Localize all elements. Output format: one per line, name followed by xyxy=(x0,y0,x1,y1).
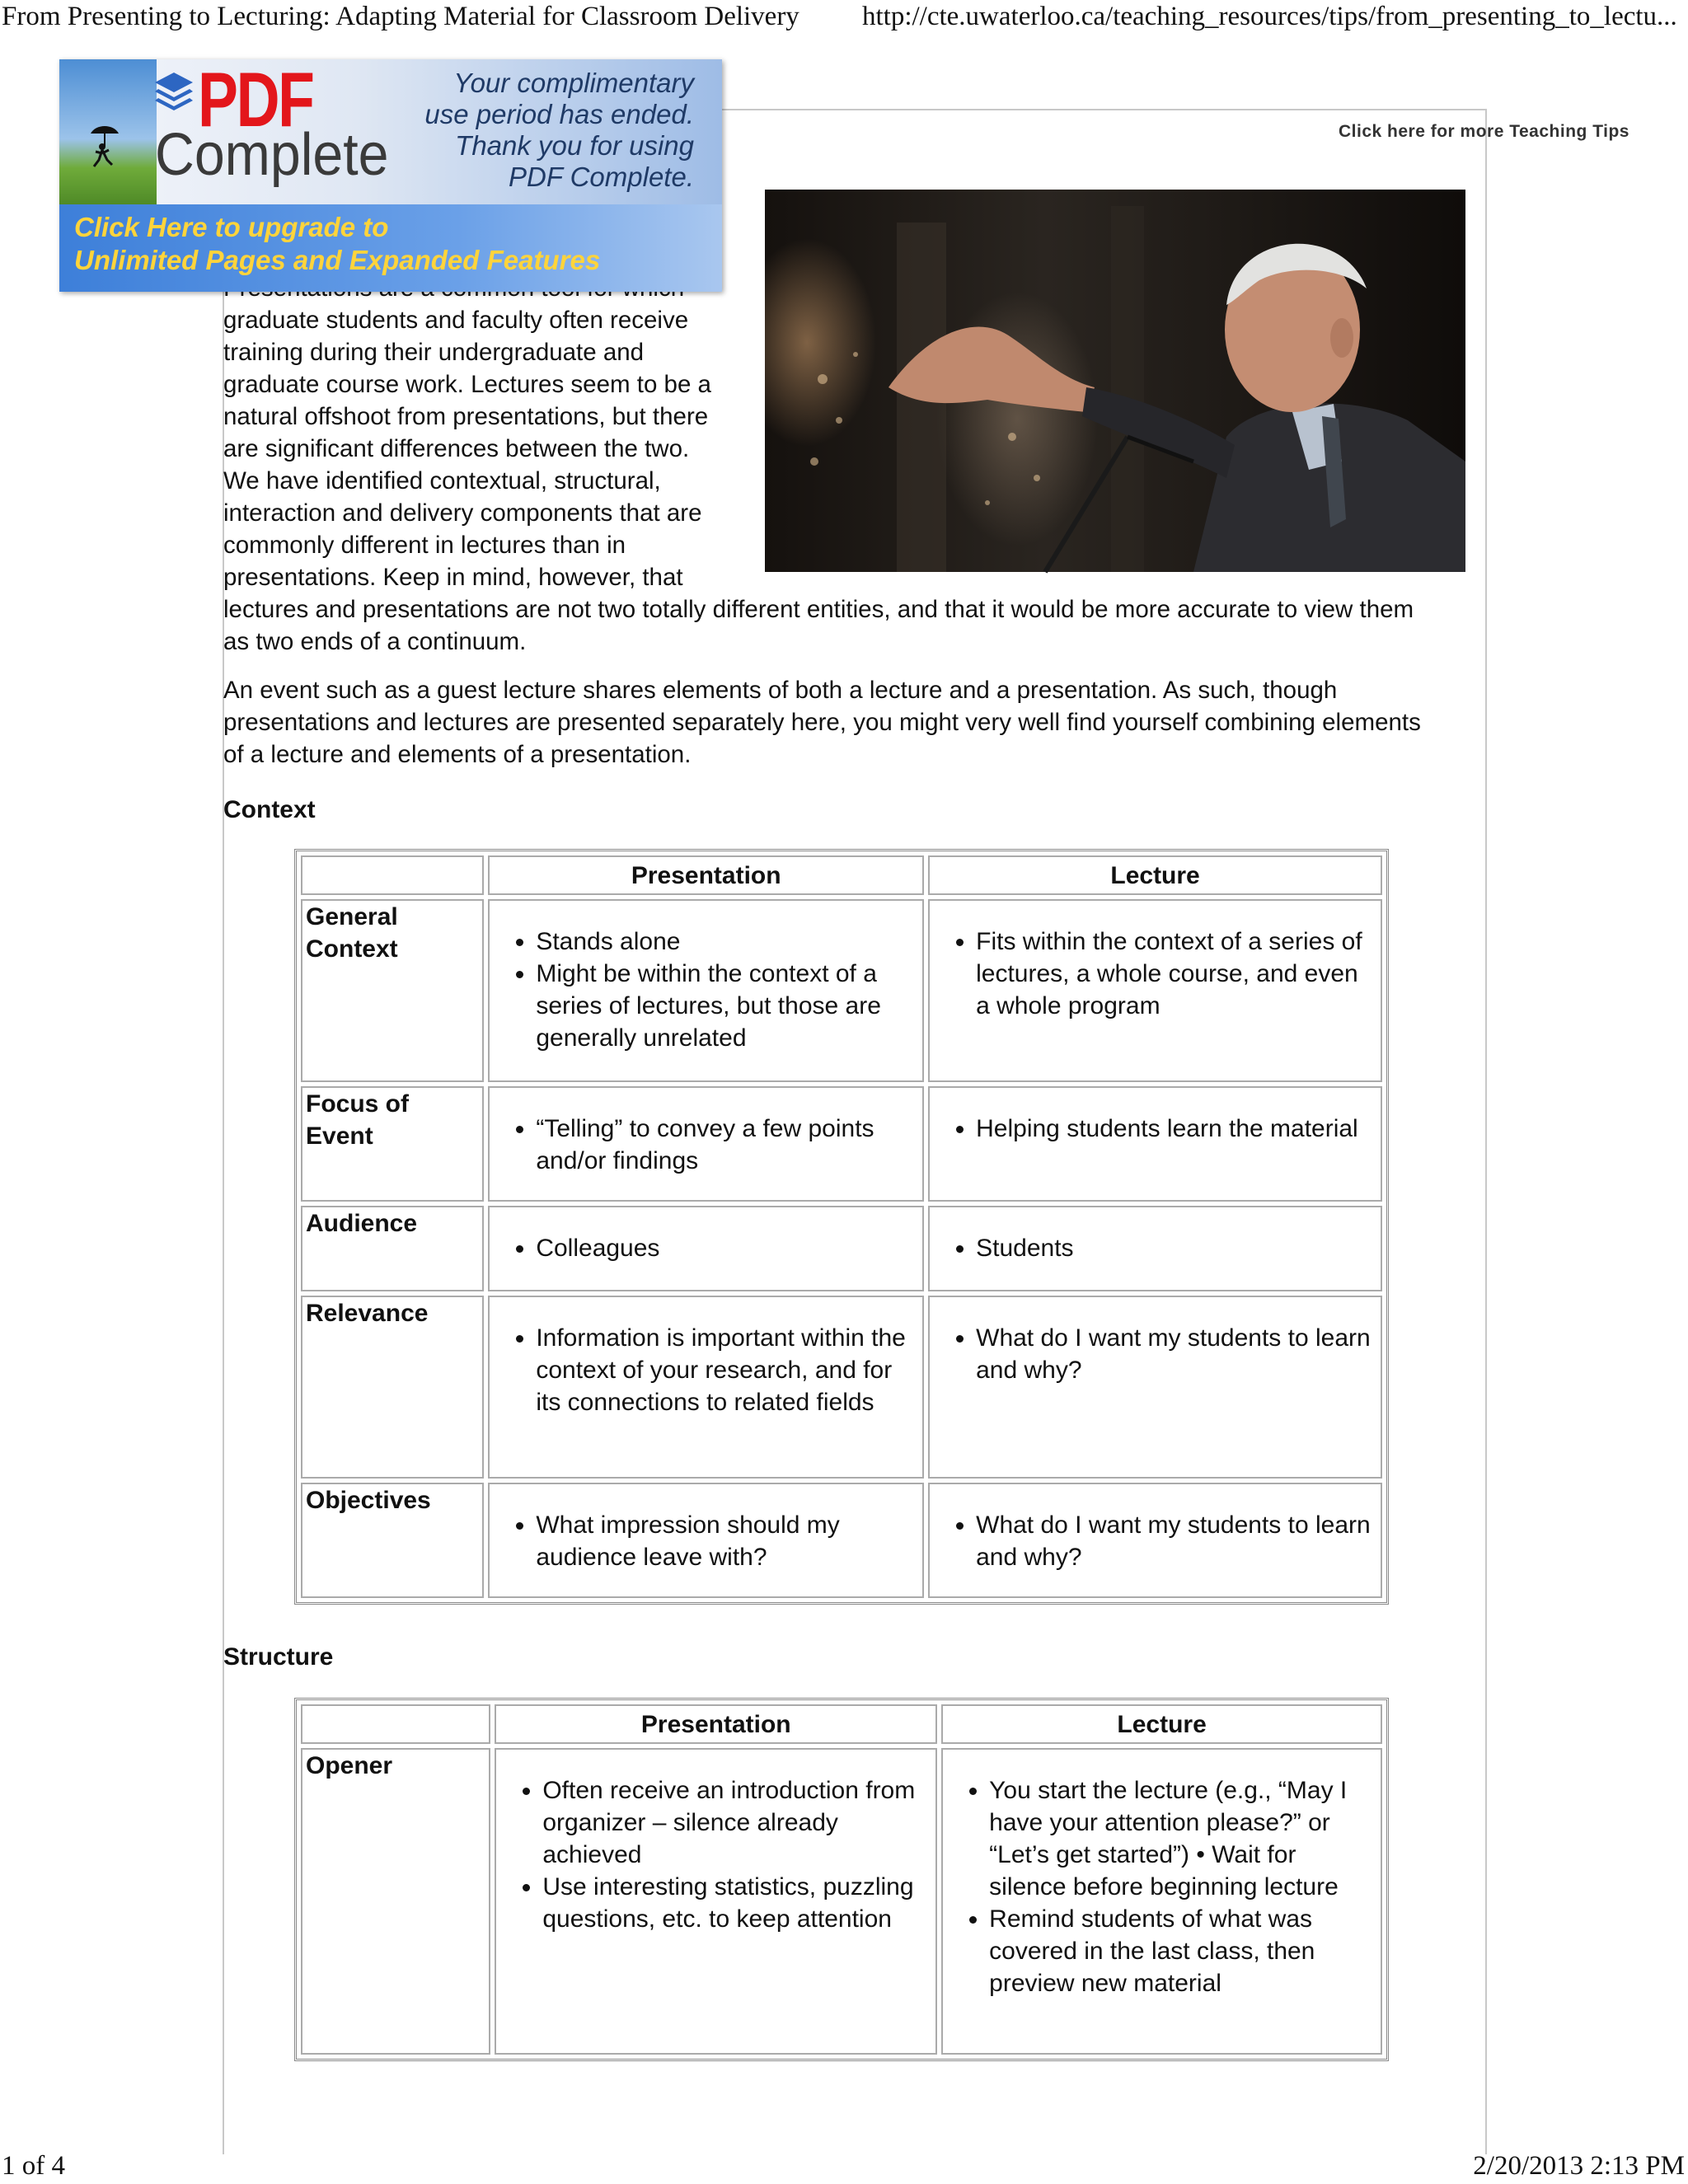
presentation-cell xyxy=(488,1296,924,1479)
lecturer-photo-illustration xyxy=(765,190,1465,572)
pdf-message-line: PDF Complete. xyxy=(509,162,694,192)
pdf-logo-text: PDF xyxy=(198,56,313,143)
lecture-bullet-list xyxy=(933,1322,1377,1386)
presentation-bullet-list xyxy=(493,1509,919,1573)
bullet-item: • Helping students learn the material xyxy=(976,1113,1377,1145)
intro-line: presentations. Keep in mind, however, that xyxy=(223,564,683,591)
context-table xyxy=(294,849,1389,1605)
bullet-item: • You start the lecture (e.g., “May I have your attention please?” or “Let’s get started”) • Wait for silence before beginning lecture xyxy=(989,1774,1377,1903)
cta-line[interactable]: Unlimited Pages and Expanded Features xyxy=(74,245,601,275)
presentation-cell xyxy=(488,1206,924,1291)
pdf-banner-sky-image xyxy=(59,59,157,204)
row-label: General Context xyxy=(301,899,484,1082)
presentation-bullet-list xyxy=(493,1113,919,1177)
print-header xyxy=(0,0,1688,36)
row-label: Audience xyxy=(301,1206,484,1291)
presentation-cell xyxy=(488,899,924,1082)
row-label: Relevance xyxy=(301,1296,484,1479)
bullet-item: • Information is important within the context of your research, and for its connections to related fields xyxy=(536,1322,919,1418)
pdf-message-line: Your complimentary xyxy=(453,68,694,98)
presentation-cell xyxy=(488,1086,924,1202)
lecture-bullet-list xyxy=(933,1232,1377,1264)
presentation-cell xyxy=(488,1483,924,1598)
print-page-url: http://cte.uwaterloo.ca/teaching_resources/tips/from_presenting_to_lectu... xyxy=(862,2,1677,31)
table-header-blank xyxy=(301,1704,490,1744)
bullet-item: • Remind students of what was covered in the last class, then preview new material xyxy=(989,1903,1377,1999)
lecture-bullet-list xyxy=(933,1509,1377,1573)
intro-narrow-block xyxy=(223,304,748,593)
table-header-presentation: Presentation xyxy=(488,855,924,895)
lecture-cell xyxy=(928,1206,1382,1291)
row-label: Objectives xyxy=(301,1483,484,1598)
bullet-item: • Fits within the context of a series of lectures, a whole course, and even a whole program xyxy=(976,926,1377,1022)
pdf-banner-top xyxy=(59,56,722,204)
pdf-complete-banner[interactable] xyxy=(59,56,722,292)
print-page-title: From Presenting to Lecturing: Adapting Material for Classroom Delivery xyxy=(2,2,799,31)
lecture-cell xyxy=(928,1296,1382,1479)
structure-heading: Structure xyxy=(223,1643,334,1671)
intro-line: commonly different in lectures than in xyxy=(223,532,626,559)
table-row xyxy=(301,1748,1382,2055)
lecture-bullet-list xyxy=(933,1113,1377,1145)
lecture-cell xyxy=(928,1086,1382,1202)
bullet-item: • “Telling” to convey a few points and/or findings xyxy=(536,1113,919,1177)
lecture-bullet-list xyxy=(946,1774,1377,1999)
page-number: 1 of 4 xyxy=(2,2151,65,2181)
intro-line: training during their undergraduate and xyxy=(223,339,645,366)
print-footer xyxy=(0,2148,1688,2184)
table-header-presentation: Presentation xyxy=(495,1704,937,1744)
table-header-row xyxy=(301,855,1382,895)
presentation-bullet-list xyxy=(493,1322,919,1418)
pdf-message-line: use period has ended. xyxy=(424,99,694,129)
lecture-cell xyxy=(941,1748,1382,2055)
umbrella-man-icon xyxy=(84,122,125,168)
pdf-message-line: Thank you for using xyxy=(455,130,694,161)
bullet-item: • What do I want my students to learn and why? xyxy=(976,1509,1377,1573)
structure-table xyxy=(294,1698,1389,2061)
bullet-item: • What impression should my audience leave with? xyxy=(536,1509,919,1573)
table-header-lecture: Lecture xyxy=(928,855,1382,895)
layers-icon xyxy=(153,71,195,115)
lecture-cell xyxy=(928,899,1382,1082)
bullet-item: • Often receive an introduction from organizer – silence already achieved xyxy=(542,1774,932,1871)
table-row xyxy=(301,1086,1382,1202)
intro-line: graduate course work. Lectures seem to be a xyxy=(223,371,711,398)
upgrade-cta-text[interactable] xyxy=(74,211,600,277)
intro-line: natural offshoot from presentations, but there xyxy=(223,403,709,430)
bullet-item: • Colleagues xyxy=(536,1232,919,1264)
presentation-cell xyxy=(495,1748,937,2055)
table-header-lecture: Lecture xyxy=(941,1704,1382,1744)
lecturer-photo xyxy=(765,190,1465,572)
table-row xyxy=(301,1483,1382,1598)
table-row xyxy=(301,1206,1382,1291)
table-row xyxy=(301,899,1382,1082)
presentation-bullet-list xyxy=(493,926,919,1054)
lecture-cell xyxy=(928,1483,1382,1598)
bullet-item: • Might be within the context of a series of lectures, but those are generally unrelated xyxy=(536,958,919,1054)
complete-logo-text: Complete xyxy=(155,122,389,188)
cta-line[interactable]: Click Here to upgrade to xyxy=(74,212,389,242)
more-teaching-tips-link[interactable]: Click here for more Teaching Tips xyxy=(1339,122,1629,141)
bullet-item: • Students xyxy=(976,1232,1377,1264)
intro-line: are significant differences between the two. xyxy=(223,435,690,462)
context-heading: Context xyxy=(223,796,316,823)
print-datetime: 2/20/2013 2:13 PM xyxy=(1473,2151,1685,2181)
bullet-item: • Stands alone xyxy=(536,926,919,958)
intro-line: We have identified contextual, structural, xyxy=(223,467,661,494)
bullet-item: • What do I want my students to learn and why? xyxy=(976,1322,1377,1386)
pdf-banner-message xyxy=(422,68,694,193)
presentation-bullet-list xyxy=(499,1774,932,1935)
bullet-item: • Use interesting statistics, puzzling questions, etc. to keep attention xyxy=(542,1871,932,1935)
presentation-bullet-list xyxy=(493,1232,919,1264)
upgrade-cta[interactable] xyxy=(59,204,722,292)
table-row xyxy=(301,1296,1382,1479)
row-label: Focus of Event xyxy=(301,1086,484,1202)
intro-line: interaction and delivery components that are xyxy=(223,499,702,527)
intro-wide-text: lectures and presentations are not two totally different entities, and that it would be more accurate to view them as two ends of a continuum. xyxy=(223,596,1414,655)
guest-lecture-paragraph: An event such as a guest lecture shares elements of both a lecture and a presentation. As such, though presentations and lectures are presented separately here, you might very well find yourself combining elements of a lecture and elements of a presentation. xyxy=(223,677,1421,768)
intro-line: graduate students and faculty often receive xyxy=(223,307,689,334)
table-header-row xyxy=(301,1704,1382,1744)
lecture-bullet-list xyxy=(933,926,1377,1022)
row-label: Opener xyxy=(301,1748,490,2055)
table-header-blank xyxy=(301,855,484,895)
